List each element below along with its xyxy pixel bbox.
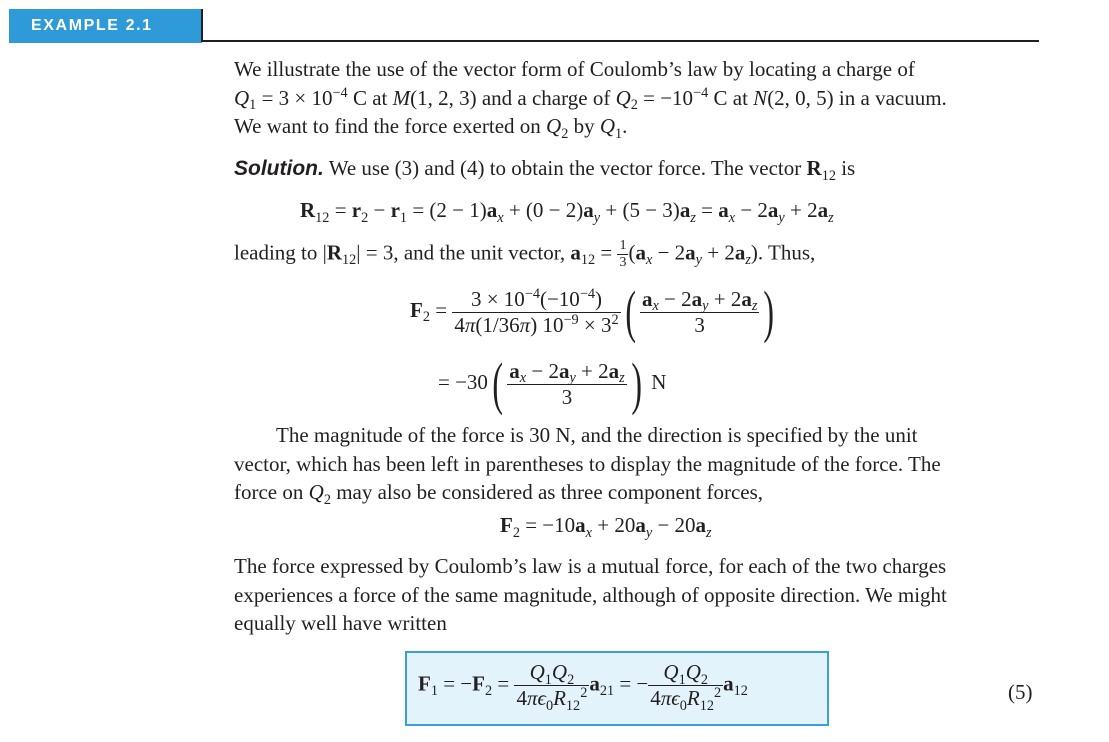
equation-r12: $R_{12} = r_2 - r_1 = (2 - 1)a_x + (0 - 2)a_y + (5 - 3)a_z = a_x - 2a_y + 2a_z$ xyxy=(300,198,834,226)
equation-f2: $F_2$ = $\frac{3 \times 10^{-4}(-10^{-4})}{4\pi(1/36\pi) 10^{-9} \times 3^2}$ ( $\frac{a_x - 2a_y + 2a_z}{3}$ ) xyxy=(410,279,775,344)
magnitude-paragraph: The magnitude of the force is 30 N, and the direction is specified by the unit vector, which has been left in parentheses to display the magnitude of the force. The force on $Q_2$ may also be considered as three component forces, xyxy=(234,423,941,508)
equation-number: (5) xyxy=(1008,680,1033,704)
mutual-force-paragraph: The force expressed by Coulomb’s law is a mutual force, for each of the two charges experiences a force of the same magnitude, although of opposite direction. We might equally well have written xyxy=(234,554,947,635)
header-divider xyxy=(201,9,203,42)
equation-components: $F_2 = -10a_x + 20a_y - 20a_z$ xyxy=(500,513,712,541)
solution-paragraph: Solution. We use (3) and (4) to obtain the vector force. The vector $R_{12}$ is xyxy=(234,156,856,184)
solution-label: Solution. xyxy=(234,157,324,180)
example-label: EXAMPLE 2.1 xyxy=(9,9,202,43)
header-rule xyxy=(202,40,1039,42)
equation-5: $F_1 = -F_2$ = $\frac{Q_1Q_2}{4\pi\epsilon_0R_{12}^2}$ $a_{21}$ = − $\frac{Q_1Q_2}{4\pi\epsilon_0R_{12}^2}$ $a_{12}$ xyxy=(418,660,748,714)
unit-vector-line: leading to $|R_{12}| = 3$, and the unit vector, $a_{12}$ = $\frac{1}{3}$ $(a_x - 2a_y + 2a_z)$. Thus, xyxy=(234,238,816,270)
intro-paragraph: We illustrate the use of the vector form of Coulomb’s law by locating a charge of $Q_1 = 3 \times 10^{-4}$ C at M(1, 2, 3) and a charge of $Q_2 = -10^{-4}$ C at N(2, 0, 5) in a vacuum. We want to find the force exerted on $Q_2$ by $Q_1$. xyxy=(234,57,947,142)
equation-f2-result: = −30( $\frac{a_x - 2a_y + 2a_z}{3}$ ) N xyxy=(438,351,667,416)
